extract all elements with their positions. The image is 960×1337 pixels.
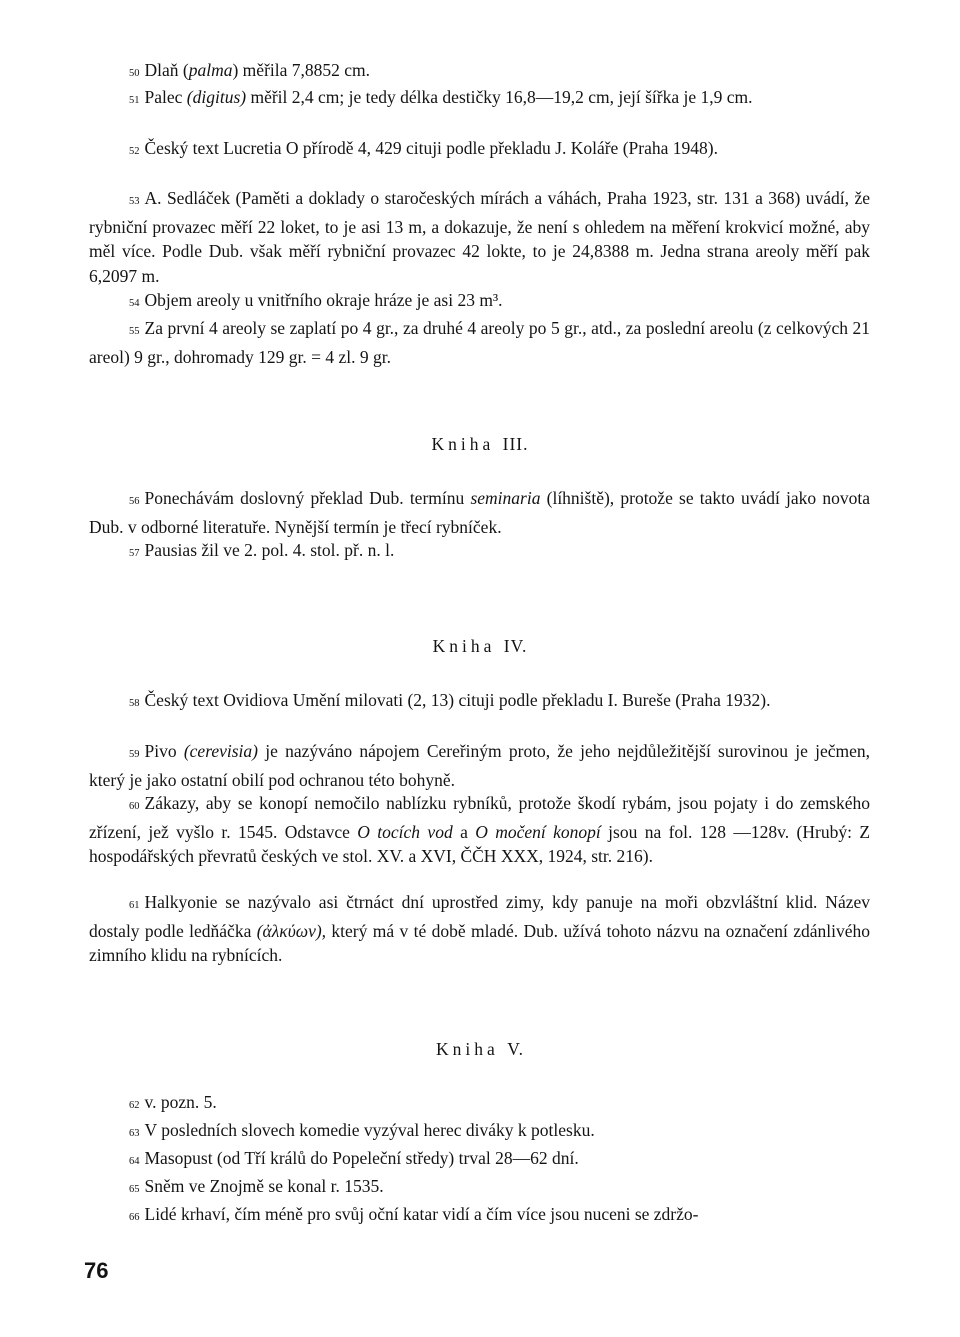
note-number: 53 — [129, 196, 140, 207]
note-number: 52 — [129, 146, 140, 157]
footnote-63: 63 V posledních slovech komedie vyzýval herec diváky k potlesku. — [129, 1120, 595, 1140]
note-number: 58 — [129, 698, 140, 709]
footnote-56: 56 Ponechávám doslovný překlad Dub. termínu seminaria (líhniště), protože se takto uvádí jako novota Dub. v odborné literatuře. Nynější termín je třecí rybníček. — [89, 488, 870, 537]
footnote-53: 53 A. Sedláček (Paměti a doklady o staročeských mírách a váhách, Praha 1923, str. 131 a 368) uvádí, že rybniční provazec měří 22 loket, to je asi 13 m, a dokazuje, že není s ohledem na měření krokvicí možné, aby měl více. Podle Dub. však měří rybniční provazec 42 lokte, to je 24,8388 m. Jedna strana areoly měří pak 6,2097 m. — [89, 188, 870, 286]
section-heading-book-4: Kniha IV. — [432, 636, 528, 656]
note-number: 66 — [129, 1212, 140, 1223]
footnote-55: 55 Za první 4 areoly se zaplatí po 4 gr., za druhé 4 areoly po 5 gr., atd., za poslední areolu (z celkových 21 areol) 9 gr., dohromady 129 gr. = 4 zl. 9 gr. — [89, 318, 870, 367]
note-number: 55 — [129, 326, 140, 337]
note-number: 51 — [129, 95, 140, 106]
section-heading-book-5: Kniha V. — [436, 1039, 524, 1059]
note-number: 62 — [129, 1100, 140, 1111]
note-number: 54 — [129, 298, 140, 309]
note-number: 60 — [129, 801, 140, 812]
footnote-54: 54 Objem areoly u vnitřního okraje hráze je asi 23 m³. — [129, 290, 503, 310]
footnote-65: 65 Sněm ve Znojmě se konal r. 1535. — [129, 1176, 384, 1196]
footnote-57: 57 Pausias žil ve 2. pol. 4. stol. př. n. l. — [129, 540, 395, 560]
footnote-61: 61 Halkyonie se nazývalo asi čtrnáct dní uprostřed zimy, kdy panuje na moři obzvláštní klid. Název dostaly podle ledňáčka (ἀλκύων), který má v té době mladé. Dub. užívá tohoto názvu na označení zdánlivého zimního klidu na rybnících. — [89, 892, 870, 965]
note-number: 61 — [129, 900, 140, 911]
footnote-51: 51 Palec (digitus) měřil 2,4 cm; je tedy délka destičky 16,8—19,2 cm, její šířka je 1,9 cm. — [129, 87, 753, 107]
note-number: 57 — [129, 548, 140, 559]
footnote-66: 66 Lidé krhaví, čím méně pro svůj oční katar vidí a čím více jsou nuceni se zdržo- — [129, 1204, 699, 1224]
footnote-52: 52 Český text Lucretia O přírodě 4, 429 cituji podle překladu J. Koláře (Praha 1948). — [129, 138, 718, 158]
footnote-60: 60 Zákazy, aby se konopí nemočilo nablízku rybníků, protože škodí rybám, jsou pojaty i do zemského zřízení, jež vyšlo r. 1545. Odstavce O tocích vod a O močení konopí jsou na fol. 128 —128v. (Hrubý: Z hospodářských převratů českých ve stol. XV. a XVI, ČČH XXX, 1924, str. 216). — [89, 793, 871, 866]
page-number: 76 — [84, 1258, 109, 1283]
note-number: 50 — [129, 68, 140, 79]
note-number: 63 — [129, 1128, 140, 1139]
footnote-58: 58 Český text Ovidiova Umění milovati (2, 13) cituji podle překladu I. Bureše (Praha 1932). — [129, 690, 771, 710]
footnote-59: 59 Pivo (cerevisia) je nazýváno nápojem Cereřiným proto, že jeho nejdůležitější surovinou je ječmen, který je jako ostatní obilí pod ochranou této bohyně. — [89, 741, 870, 790]
footnote-64: 64 Masopust (od Tří králů do Popeleční středy) trval 28—62 dní. — [129, 1148, 579, 1168]
footnote-50: 50 Dlaň (palma) měřila 7,8852 cm. — [129, 60, 371, 80]
note-number: 56 — [129, 496, 140, 507]
footnote-62: 62 v. pozn. 5. — [129, 1092, 217, 1112]
note-number: 64 — [129, 1156, 140, 1167]
section-heading-book-3: Kniha III. — [431, 434, 529, 454]
note-number: 65 — [129, 1184, 140, 1195]
note-number: 59 — [129, 749, 140, 760]
